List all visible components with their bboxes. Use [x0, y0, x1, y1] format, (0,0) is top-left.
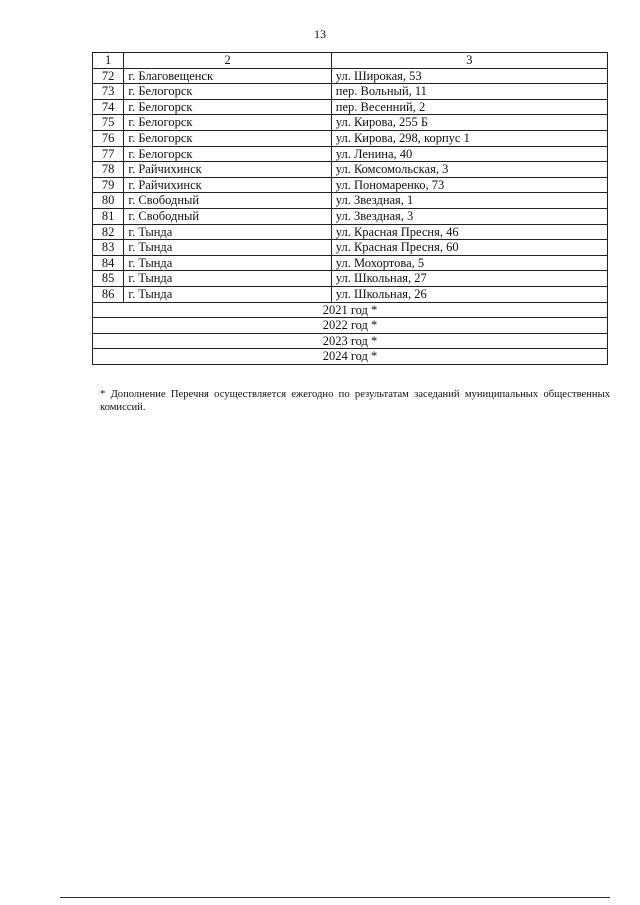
page-number: 13: [314, 27, 326, 41]
row-address: ул. Школьная, 27: [331, 271, 607, 287]
row-number: 75: [93, 115, 124, 131]
row-city: г. Тында: [124, 255, 331, 271]
row-address: ул. Ленина, 40: [331, 146, 607, 162]
year-row: [93, 318, 608, 334]
year-row: [93, 349, 608, 365]
row-address: пер. Весенний, 2: [331, 99, 607, 115]
table-row: [93, 84, 608, 100]
year-row: [93, 333, 608, 349]
footnote: * Дополнение Перечня осуществляется ежегодно по результатам заседаний муниципальных общественных комиссий.: [100, 389, 610, 413]
table-row: [93, 271, 608, 287]
row-address: пер. Вольный, 11: [331, 84, 607, 100]
table-header-row: [93, 53, 608, 69]
row-number: 76: [93, 130, 124, 146]
table-row: [93, 240, 608, 256]
row-city: г. Тында: [124, 271, 331, 287]
row-city: г. Белогорск: [124, 115, 331, 131]
row-city: г. Свободный: [124, 193, 331, 209]
row-number: 72: [93, 68, 124, 84]
table-row: [93, 162, 608, 178]
addresses-table: [92, 52, 608, 365]
row-number: 81: [93, 208, 124, 224]
row-city: г. Свободный: [124, 208, 331, 224]
table-row: [93, 193, 608, 209]
row-city: г. Райчихинск: [124, 177, 331, 193]
row-city: г. Райчихинск: [124, 162, 331, 178]
year-row: [93, 302, 608, 318]
row-city: г. Тында: [124, 224, 331, 240]
year-label: 2021 год *: [93, 302, 608, 318]
column-header-2: 2: [124, 53, 331, 69]
table-row: [93, 208, 608, 224]
row-number: 73: [93, 84, 124, 100]
year-label: 2022 год *: [93, 318, 608, 334]
table-row: [93, 146, 608, 162]
table-row: [93, 177, 608, 193]
row-address: ул. Пономаренко, 73: [331, 177, 607, 193]
row-number: 77: [93, 146, 124, 162]
table-row: [93, 255, 608, 271]
row-city: г. Благовещенск: [124, 68, 331, 84]
table-row: [93, 99, 608, 115]
year-label: 2023 год *: [93, 333, 608, 349]
row-address: ул. Звездная, 1: [331, 193, 607, 209]
table-row: [93, 130, 608, 146]
row-city: г. Белогорск: [124, 130, 331, 146]
row-address: ул. Мохортова, 5: [331, 255, 607, 271]
row-address: ул. Кирова, 255 Б: [331, 115, 607, 131]
table-row: [93, 68, 608, 84]
row-address: ул. Красная Пресня, 46: [331, 224, 607, 240]
row-number: 74: [93, 99, 124, 115]
row-address: ул. Школьная, 26: [331, 286, 607, 302]
row-city: г. Тында: [124, 240, 331, 256]
year-label: 2024 год *: [93, 349, 608, 365]
row-city: г. Белогорск: [124, 99, 331, 115]
row-city: г. Белогорск: [124, 146, 331, 162]
row-number: 86: [93, 286, 124, 302]
table-row: [93, 286, 608, 302]
row-address: ул. Звездная, 3: [331, 208, 607, 224]
row-address: ул. Красная Пресня, 60: [331, 240, 607, 256]
row-address: ул. Комсомольская, 3: [331, 162, 607, 178]
bottom-rule: [60, 897, 610, 898]
column-header-3: 3: [331, 53, 607, 69]
row-city: г. Тында: [124, 286, 331, 302]
row-address: ул. Кирова, 298, корпус 1: [331, 130, 607, 146]
row-number: 78: [93, 162, 124, 178]
row-number: 79: [93, 177, 124, 193]
row-number: 85: [93, 271, 124, 287]
row-number: 83: [93, 240, 124, 256]
column-header-1: 1: [93, 53, 124, 69]
table-row: [93, 224, 608, 240]
table-row: [93, 115, 608, 131]
row-number: 80: [93, 193, 124, 209]
row-address: ул. Широкая, 53: [331, 68, 607, 84]
row-number: 84: [93, 255, 124, 271]
row-city: г. Белогорск: [124, 84, 331, 100]
row-number: 82: [93, 224, 124, 240]
